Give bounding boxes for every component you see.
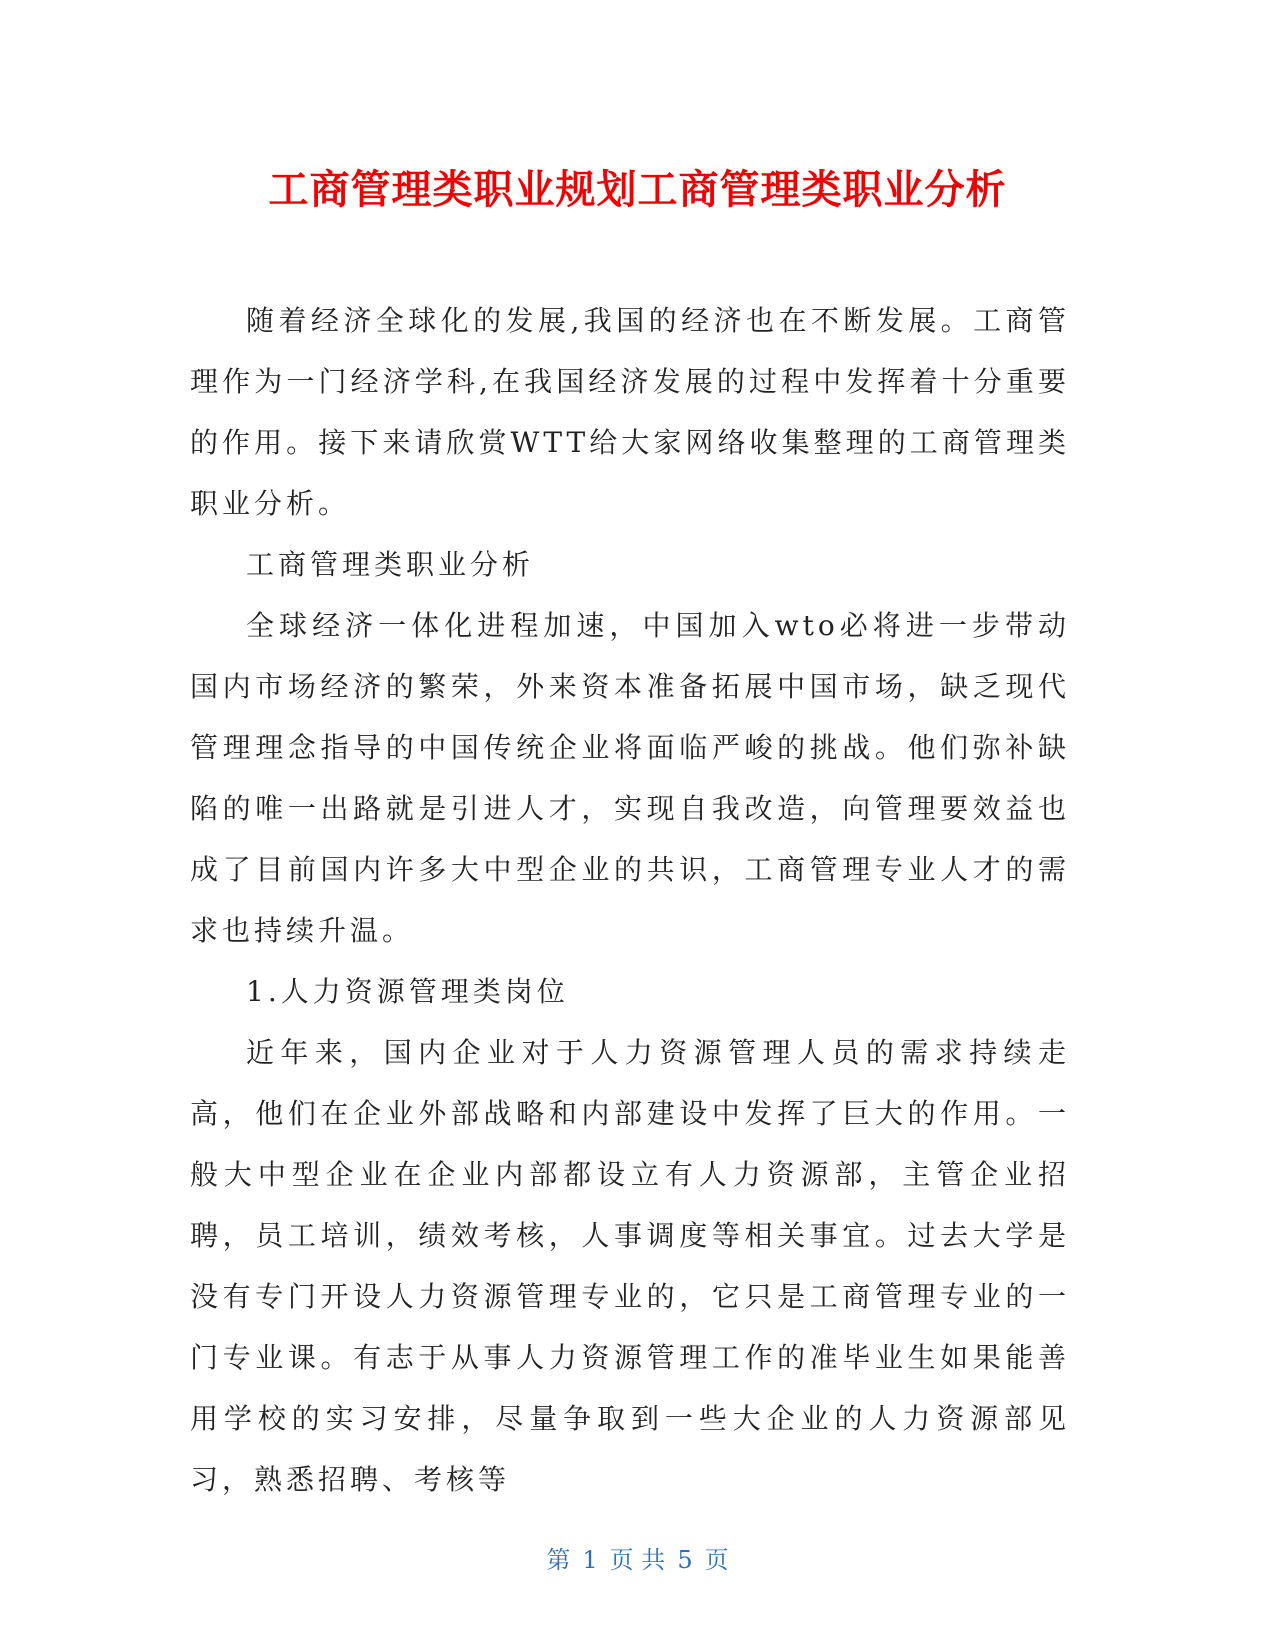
subsection-heading: 1.人力资源管理类岗位 [246, 975, 569, 1008]
page-current-number: 1 [582, 1546, 598, 1574]
body-paragraph: 近年来，国内企业对于人力资源管理人员的需求持续走高，他们在企业外部战略和内部建设中发挥了巨大的作用。一般大中型企业在企业内部都设立有人力资源部，主管企业招聘，员工培训，绩效考核，人事调度等相关事宜。过去大学是没有专门开设人力资源管理专业的，它只是工商管理专业的一门专业课。有志于从事人力资源管理工作的准毕业生如果能善用学校的实习安排，尽量争取到一些大企业的人力资源部见习，熟悉招聘、考核等 [190, 1036, 1070, 1496]
document-title: 工商管理类职业规划工商管理类职业分析 [268, 167, 1007, 213]
page-total-number: 5 [677, 1546, 693, 1574]
document-body [190, 290, 1070, 1510]
page-footer [0, 1544, 1275, 1576]
page-label-prefix: 第 [546, 1546, 571, 1574]
page-label-suffix: 页 [704, 1546, 729, 1574]
section-heading: 工商管理类职业分析 [246, 548, 535, 581]
intro-paragraph: 随着经济全球化的发展,我国的经济也在不断发展。工商管理作为一门经济学科,在我国经济发展的过程中发挥着十分重要的作用。接下来请欣赏WTT给大家网络收集整理的工商管理类职业分析。 [190, 304, 1070, 520]
page-label-mid: 页 共 [609, 1546, 666, 1574]
body-paragraph: 全球经济一体化进程加速，中国加入wto必将进一步带动国内市场经济的繁荣，外来资本准备拓展中国市场，缺乏现代管理理念指导的中国传统企业将面临严峻的挑战。他们弥补缺陷的唯一出路就是引进人才，实现自我改造，向管理要效益也成了目前国内许多大中型企业的共识，工商管理专业人才的需求也持续升温。 [190, 609, 1070, 947]
